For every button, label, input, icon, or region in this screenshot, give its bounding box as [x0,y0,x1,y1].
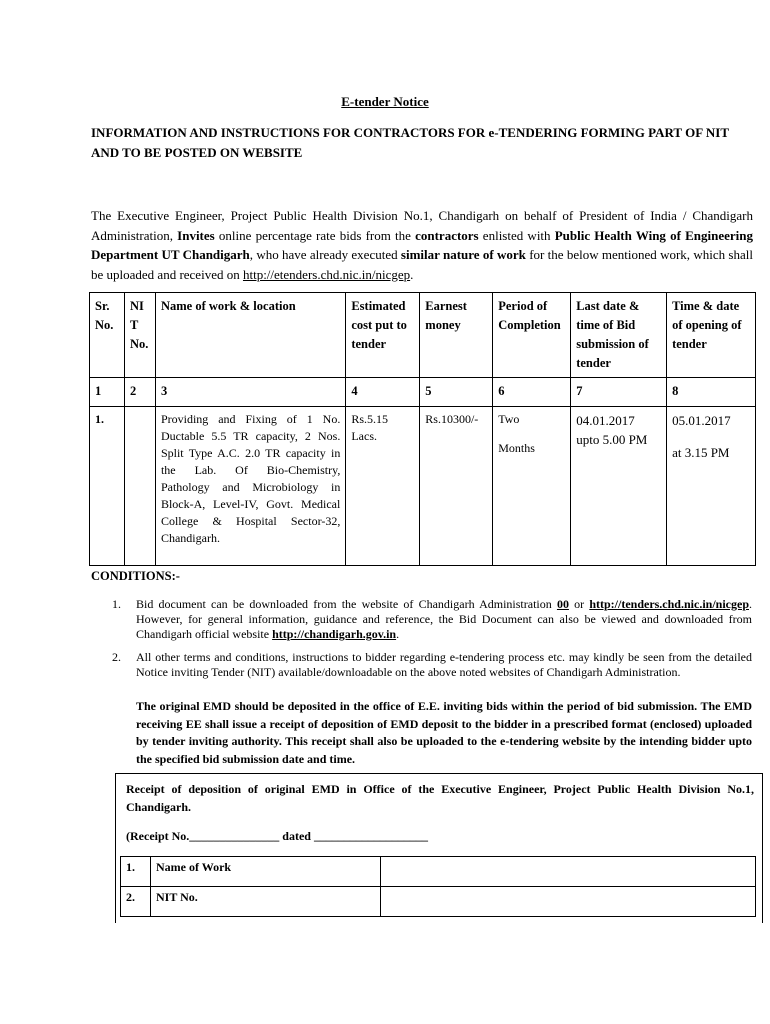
header-earnest-money: Earnest money [420,293,493,378]
intro-text-5: for the below mentioned work, which shall be uploaded and received on [91,247,753,282]
receipt-row-label: Name of Work [151,857,381,887]
notice-title: E-tender Notice [341,94,429,109]
receipt-row-value [381,887,756,917]
table-row [90,407,756,566]
condition-number: 2. [112,650,121,664]
header-name-of-work: Name of work & location [155,293,345,378]
notice-heading: INFORMATION AND INSTRUCTIONS FOR CONTRACTORS FOR e-TENDERING FORMING PART OF NIT AND TO BE POSTED ON WEBSITE [91,125,729,160]
row-last-date-value: 04.01.2017 [576,413,635,428]
receipt-title: Receipt of deposition of original EMD in Office of the Executive Engineer, Project Public Health Division No.1, Chandigarh. [126,782,754,814]
row-opening [667,407,756,566]
intro-contractors: contractors [415,227,479,243]
list-item [112,650,752,680]
condition-text: or [568,597,590,611]
intro-text-2: online percentage rate bids from the [214,227,416,243]
header-estimated-cost: Estimated cost put to tender [346,293,420,378]
row-last-date [571,407,667,566]
table-header-row [90,293,756,378]
column-number: 3 [155,378,345,407]
conditions-list [112,597,752,688]
row-opening-time-value: at 3.15 PM [672,445,730,460]
column-number: 1 [90,378,125,407]
column-number: 7 [571,378,667,407]
intro-text-1: The Executive Engineer, Project Public Health Division No.1, Chandigarh on behalf of President of India / Chandigarh Administration, [91,208,753,243]
receipt-row-label: NIT No. [151,887,381,917]
row-name-of-work: Providing and Fixing of 1 No. Ductable 5.5 TR capacity, 2 Nos. Split Type A.C. 2.0 TR capacity in the Lab. Of Bio-Chemistry, Pathology and Microbiology in Block-A, Level-IV, Govt. Medical College & Hospital Sector-32, Chandigarh. [155,407,345,566]
receipt-table [120,856,756,917]
header-nit-no: NI T No. [124,293,155,378]
emd-instructions: The original EMD should be deposited in the office of E.E. inviting bids within the period of bid submission. The EMD receiving EE shall issue a receipt of deposition of EMD deposit to the bidder in a prescribed format (enclosed) uploaded by tender inviting authority. This receipt shall also be uploaded to the e-tendering website by the intending bidder upto the specified bid submission date and time. [136,699,752,766]
intro-text-4: , who have already executed [249,247,401,262]
intro-wing: Public Health Wing of Engineering Department UT Chandigarh [91,227,754,262]
row-period [493,407,571,566]
condition-bold-ref: 00 [556,597,569,611]
column-number: 6 [493,378,571,407]
header-opening-time: Time & date of opening of tender [667,293,756,378]
receipt-row-number: 2. [121,887,151,917]
tender-table [89,292,756,566]
table-row [121,887,756,917]
condition-text: . However, for general information, guidance and reference, the Bid Document can also be viewed and downloaded from Chandigarh official website [136,597,752,641]
receipt-box [115,773,763,923]
column-number: 5 [420,378,493,407]
etenders-link[interactable]: http://etenders.chd.nic.in/nicgep [242,266,411,282]
condition-number: 1. [112,597,121,611]
row-opening-date-value: 05.01.2017 [672,413,731,428]
row-sr-no: 1. [90,407,125,566]
column-number: 4 [346,378,420,407]
chandigarh-gov-link[interactable]: http://chandigarh.gov.in [272,627,397,641]
row-last-time-value: upto 5.00 PM [576,432,648,447]
row-period-value: Two [498,412,520,426]
condition-text: . [396,627,400,641]
intro-paragraph [91,206,753,284]
row-period-unit: Months [498,441,535,455]
column-number-row [90,378,756,407]
intro-invites: Invites [177,227,215,243]
column-number: 2 [124,378,155,407]
tenders-link[interactable]: http://tenders.chd.nic.in/nicgep [589,597,749,611]
header-period: Period of Completion [493,293,571,378]
row-nit-no [124,407,155,566]
condition-text: Bid document can be downloaded from the website of Chandigarh Administration [136,597,557,611]
intro-text-3: enlisted with [478,227,555,243]
receipt-row-value [381,857,756,887]
list-item [112,597,752,642]
conditions-title: CONDITIONS:- [91,569,180,583]
row-estimated-cost: Rs.5.15 Lacs. [346,407,420,566]
intro-similar: similar nature of work [400,247,526,262]
row-earnest-money: Rs.10300/- [420,407,493,566]
table-row [121,857,756,887]
receipt-row-number: 1. [121,857,151,887]
column-number: 8 [667,378,756,407]
header-sr-no: Sr. No. [90,293,125,378]
intro-text-6: . [410,266,414,282]
condition-text: All other terms and conditions, instructions to bidder regarding e-tendering process etc. may kindly be seen from the detailed Notice inviting Tender (NIT) available/downloadable on the above noted websites of Chandigarh Administration. [136,650,752,679]
header-last-date: Last date & time of Bid submission of tender [571,293,667,378]
receipt-number-line: (Receipt No._______________ dated ___________________ [126,829,428,843]
